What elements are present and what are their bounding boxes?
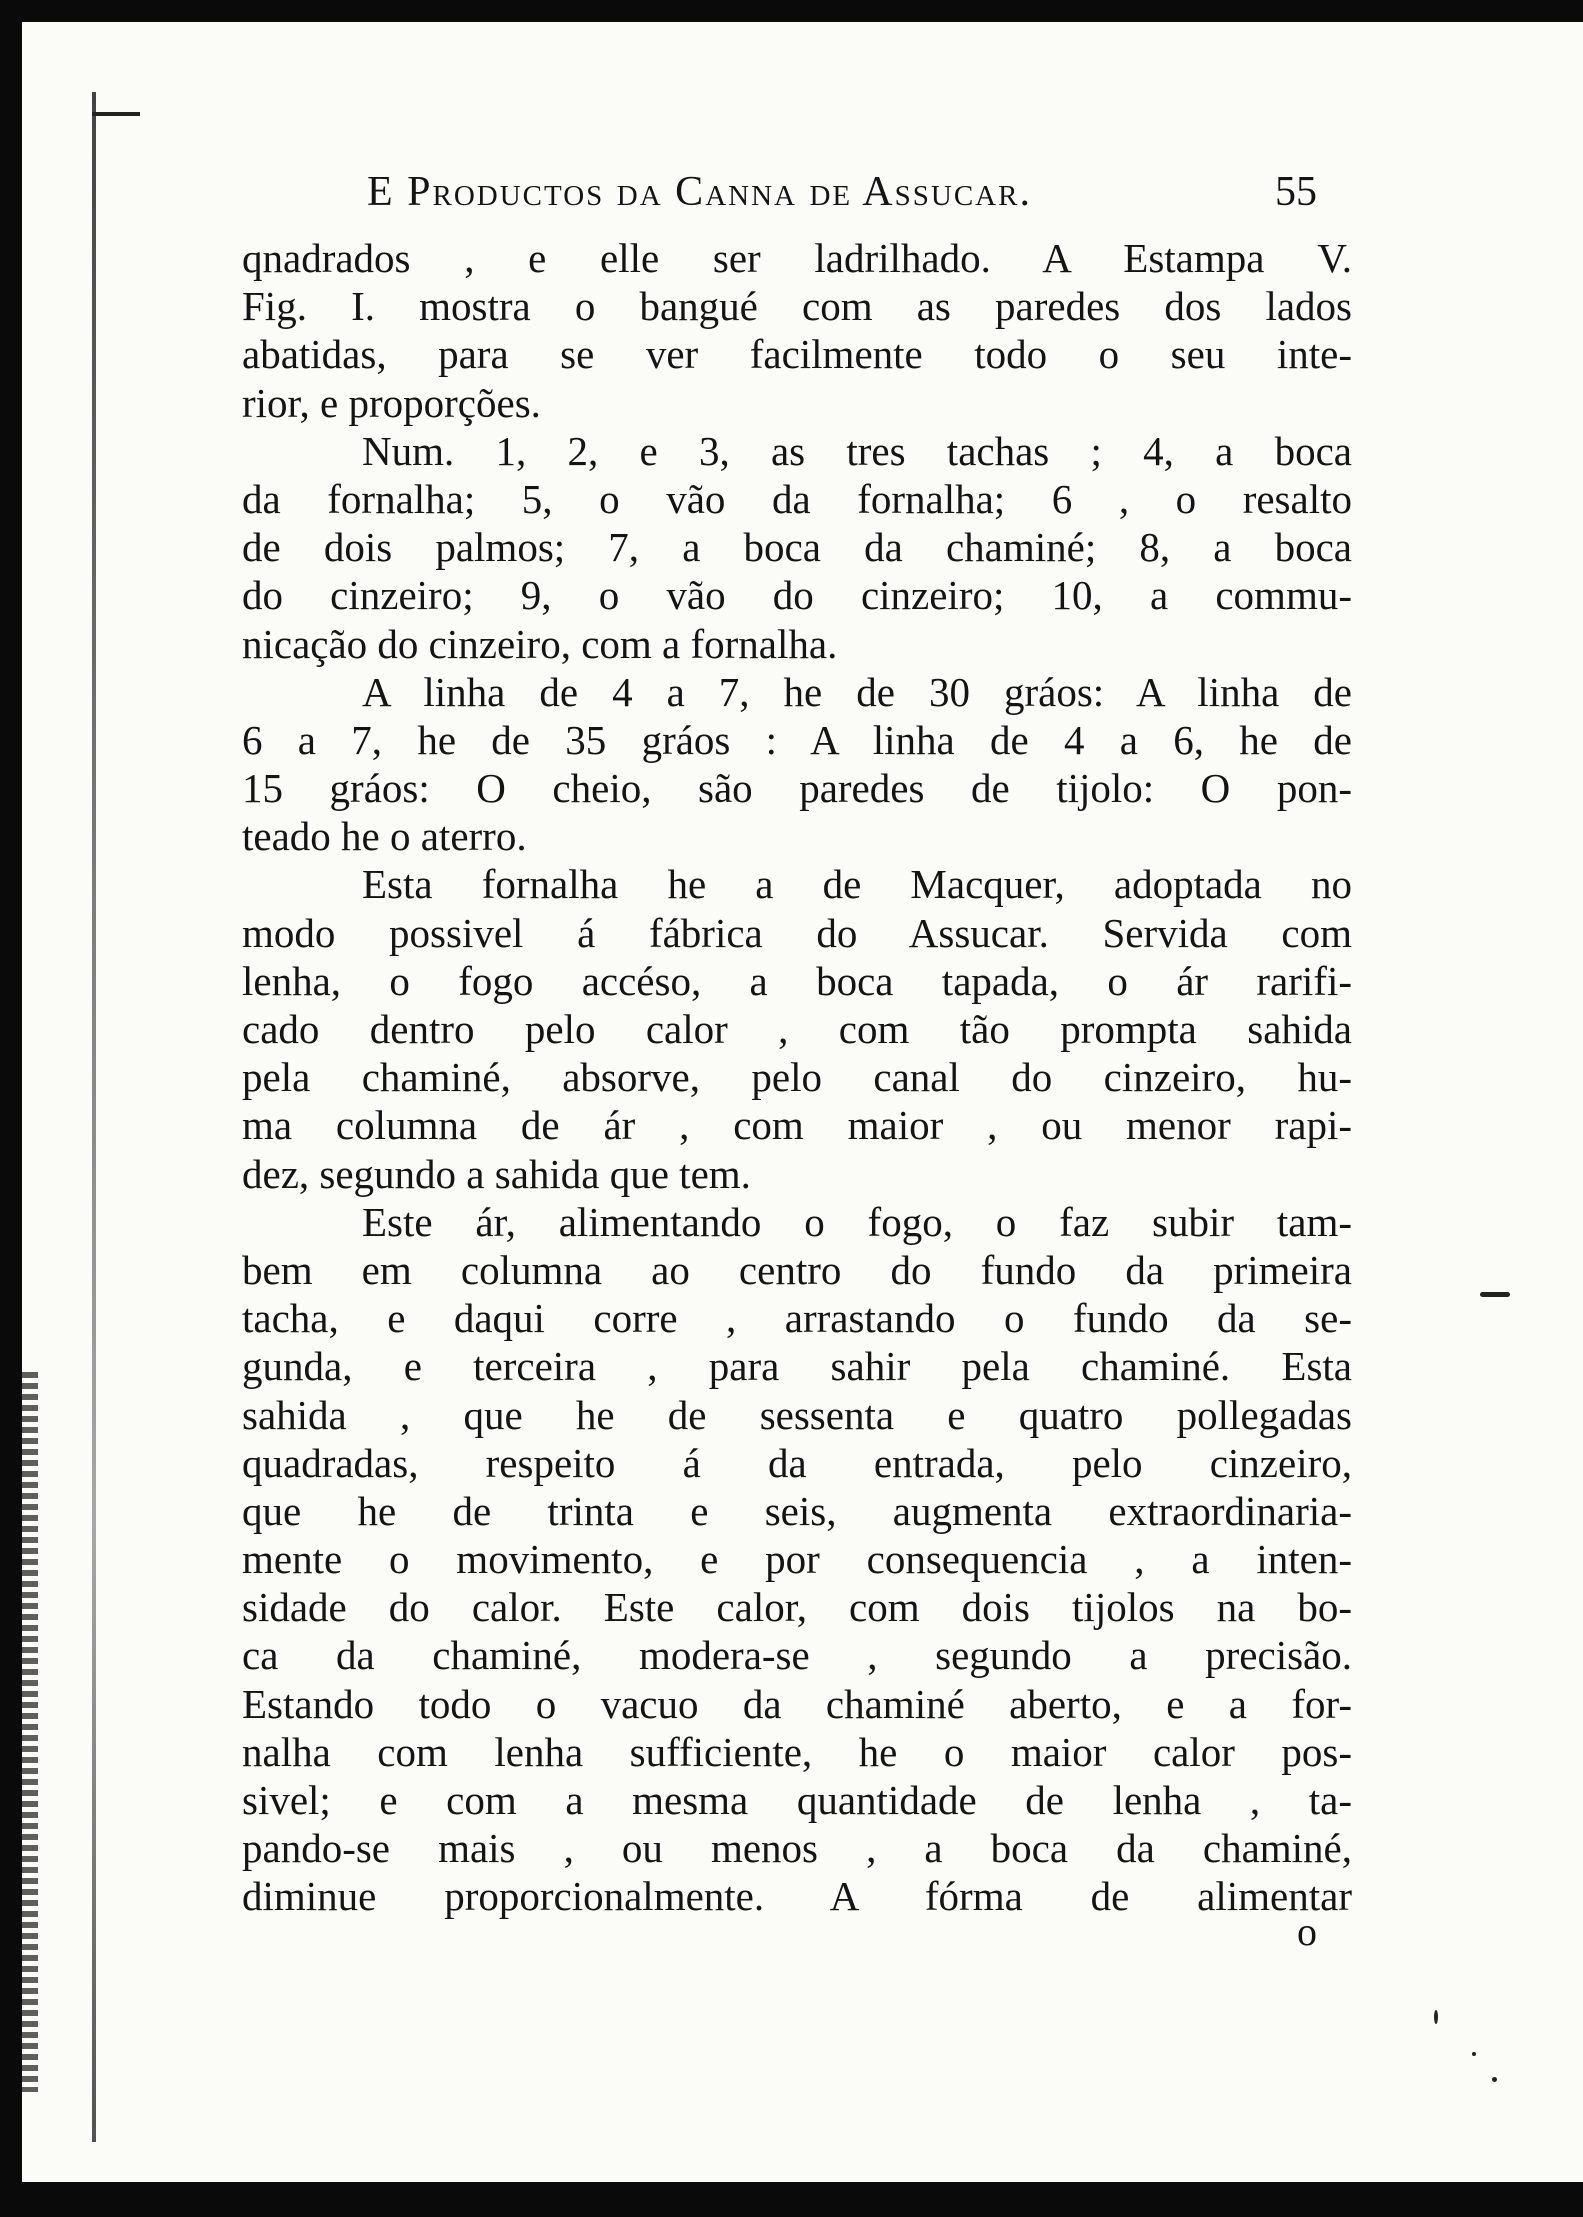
text-line: abatidas, para se ver facilmente todo o seu inte- bbox=[242, 331, 1352, 378]
text-line: qnadrados , e elle ser ladrilhado. A Estampa V. bbox=[242, 235, 1352, 281]
text-line: sahida , que he de sessenta e quatro pollegadas bbox=[242, 1391, 1352, 1438]
gutter-mark bbox=[92, 112, 140, 116]
text-line: ma columna de ár , com maior , ou menor rapi- bbox=[242, 1102, 1352, 1149]
text-line: de dois palmos; 7, a boca da chaminé; 8, a boca bbox=[242, 524, 1352, 571]
text-line: mente o movimento, e por consequencia , a inten- bbox=[242, 1536, 1352, 1583]
text-line: Este ár, alimentando o fogo, o faz subir tam- bbox=[362, 1198, 1352, 1245]
page-header bbox=[367, 168, 1317, 228]
text-line: quadradas, respeito á da entrada, pelo cinzeiro, bbox=[242, 1439, 1352, 1486]
text-line: cado dentro pelo calor , com tão prompta sahida bbox=[242, 1006, 1352, 1052]
book-page bbox=[22, 22, 1583, 2182]
text-line: pela chaminé, absorve, pelo canal do cinzeiro, hu- bbox=[242, 1054, 1352, 1101]
text-line: dez, segundo a sahida que tem. bbox=[242, 1150, 751, 1197]
text-line: ca da chaminé, modera-se , segundo a precisão. bbox=[242, 1632, 1352, 1679]
text-line: rior, e proporções. bbox=[242, 379, 541, 426]
text-line: Esta fornalha he a de Macquer, adoptada no bbox=[362, 861, 1352, 908]
body-text bbox=[242, 234, 1352, 1921]
text-line: A linha de 4 a 7, he de 30 gráos: A linha de bbox=[362, 668, 1352, 715]
text-line: diminue proporcionalmente. A fórma de alimentar bbox=[242, 1873, 1352, 1920]
running-title: E Productos da Canna de Assucar. bbox=[367, 169, 1032, 215]
text-line: teado he o aterro. bbox=[242, 813, 527, 860]
text-line: lenha, o fogo accéso, a boca tapada, o ár rarifi- bbox=[242, 957, 1352, 1004]
text-line: 6 a 7, he de 35 gráos : A linha de 4 a 6, he de bbox=[242, 716, 1352, 763]
text-line: nicação do cinzeiro, com a fornalha. bbox=[242, 620, 838, 667]
text-line: Fig. I. mostra o bangué com as paredes dos lados bbox=[242, 283, 1352, 330]
text-line: 15 gráos: O cheio, são paredes de tijolo: O pon- bbox=[242, 765, 1352, 812]
text-line: modo possivel á fábrica do Assucar. Servida com bbox=[242, 909, 1352, 956]
catchword: o bbox=[1297, 1909, 1317, 1954]
text-line: sidade do calor. Este calor, com dois tijolos na bo- bbox=[242, 1584, 1352, 1631]
ink-speck bbox=[1472, 2052, 1476, 2056]
text-line: Estando todo o vacuo da chaminé aberto, e a for- bbox=[242, 1680, 1352, 1727]
text-line: tacha, e daqui corre , arrastando o fundo da se- bbox=[242, 1295, 1352, 1342]
binding-edge bbox=[22, 1372, 38, 2092]
text-line: que he de trinta e seis, augmenta extraordinaria- bbox=[242, 1487, 1352, 1534]
text-line: do cinzeiro; 9, o vão do cinzeiro; 10, a commu- bbox=[242, 572, 1352, 619]
ink-speck bbox=[1480, 1292, 1510, 1297]
text-line: gunda, e terceira , para sahir pela chaminé. Esta bbox=[242, 1343, 1352, 1390]
page-number: 55 bbox=[1275, 169, 1317, 215]
text-line: sivel; e com a mesma quantidade de lenha , ta- bbox=[242, 1777, 1352, 1823]
gutter-edge bbox=[92, 92, 96, 2142]
ink-speck bbox=[1434, 2010, 1438, 2024]
text-line: Num. 1, 2, e 3, as tres tachas ; 4, a boca bbox=[362, 427, 1352, 474]
text-line: nalha com lenha sufficiente, he o maior calor pos- bbox=[242, 1728, 1352, 1775]
text-line: da fornalha; 5, o vão da fornalha; 6 , o resalto bbox=[242, 475, 1352, 522]
text-line: bem em columna ao centro do fundo da primeira bbox=[242, 1246, 1352, 1293]
ink-speck bbox=[1492, 2077, 1497, 2082]
text-line: pando-se mais , ou menos , a boca da chaminé, bbox=[242, 1825, 1352, 1872]
